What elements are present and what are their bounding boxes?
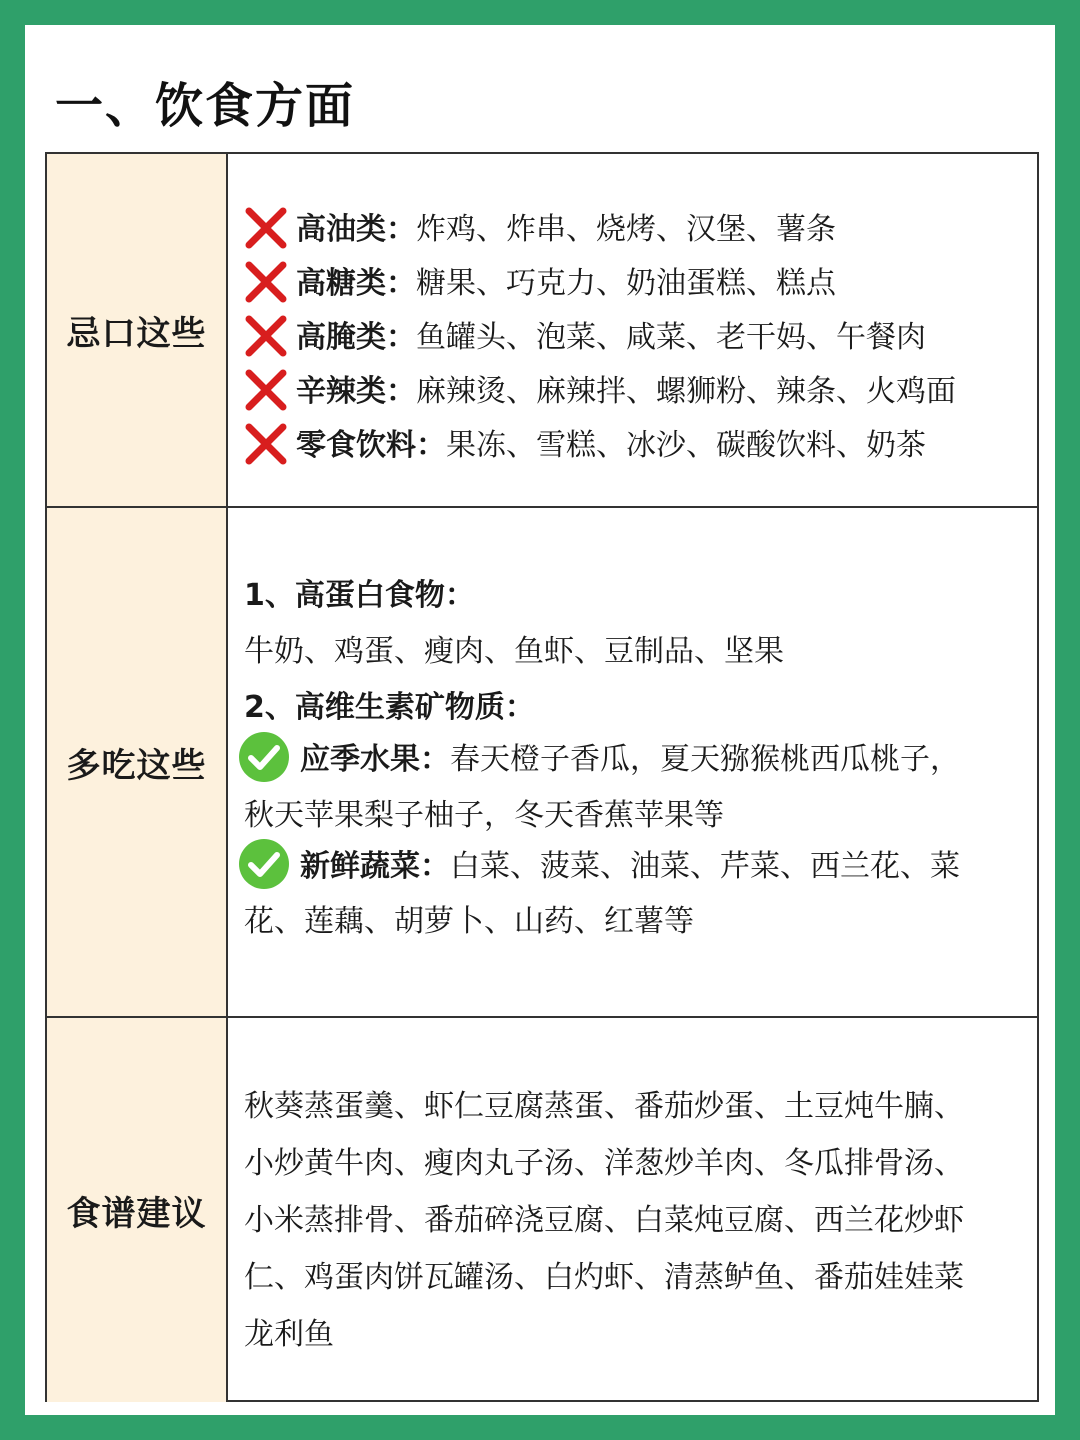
avoid-row bbox=[47, 154, 1037, 506]
eat-more-label: 多吃这些 bbox=[47, 508, 228, 1016]
cross-mark-icon bbox=[244, 422, 288, 466]
avoid-foods: 果冻、雪糕、冰沙、碳酸饮料、奶茶 bbox=[446, 428, 926, 463]
avoid-foods: 糖果、巧克力、奶油蛋糕、糕点 bbox=[416, 266, 836, 301]
avoid-item bbox=[244, 366, 956, 415]
recipe-line: 小炒黄牛肉、瘦肉丸子汤、洋葱炒羊肉、冬瓜排骨汤、 bbox=[244, 1146, 964, 1181]
fruit-category: 应季水果： bbox=[300, 742, 450, 777]
check-mark-icon bbox=[238, 838, 290, 890]
veg-text-continued: 花、莲藕、胡萝卜、山药、红薯等 bbox=[244, 904, 694, 939]
recipe-list bbox=[244, 1078, 1015, 1363]
recipes-label: 食谱建议 bbox=[47, 1018, 228, 1402]
recipe-line: 秋葵蒸蛋羹、虾仁豆腐蒸蛋、番茄炒蛋、土豆炖牛腩、 bbox=[244, 1089, 964, 1124]
protein-foods: 牛奶、鸡蛋、瘦肉、鱼虾、豆制品、坚果 bbox=[244, 634, 784, 669]
check-mark-icon bbox=[238, 731, 290, 783]
recipes-content bbox=[244, 1018, 1015, 1402]
avoid-item bbox=[244, 312, 926, 361]
avoid-item bbox=[244, 258, 836, 307]
avoid-category: 高油类： bbox=[296, 212, 416, 247]
avoid-content bbox=[244, 154, 1015, 506]
page-title: 一、饮食方面 bbox=[55, 78, 356, 134]
fruit-text: 春天橙子香瓜，夏天猕猴桃西瓜桃子， bbox=[450, 742, 960, 777]
cross-mark-icon bbox=[244, 260, 288, 304]
avoid-item bbox=[244, 420, 926, 469]
cross-mark-icon bbox=[244, 206, 288, 250]
recipe-line: 龙利鱼 bbox=[244, 1317, 334, 1352]
veg-category: 新鲜蔬菜： bbox=[300, 849, 450, 884]
avoid-label: 忌口这些 bbox=[47, 154, 228, 506]
cross-mark-icon bbox=[244, 314, 288, 358]
protein-heading: 1、高蛋白食物： bbox=[244, 578, 475, 613]
recipe-line: 小米蒸排骨、番茄碎浇豆腐、白菜炖豆腐、西兰花炒虾 bbox=[244, 1203, 964, 1238]
avoid-foods: 炸鸡、炸串、烧烤、汉堡、薯条 bbox=[416, 212, 836, 247]
veg-text: 白菜、菠菜、油菜、芹菜、西兰花、菜 bbox=[450, 849, 960, 884]
cross-mark-icon bbox=[244, 368, 288, 412]
content-card bbox=[25, 25, 1055, 1415]
avoid-category: 高糖类： bbox=[296, 266, 416, 301]
avoid-category: 辛辣类： bbox=[296, 374, 416, 409]
diet-table bbox=[45, 152, 1039, 1402]
avoid-category: 零食饮料： bbox=[296, 428, 446, 463]
eat-more-row bbox=[47, 506, 1037, 1016]
fruit-item bbox=[238, 734, 960, 787]
fruit-text-continued: 秋天苹果梨子柚子，冬天香蕉苹果等 bbox=[244, 798, 724, 833]
recipes-row bbox=[47, 1016, 1037, 1402]
eat-more-content bbox=[244, 508, 1015, 1016]
avoid-category: 高腌类： bbox=[296, 320, 416, 355]
recipe-line: 仁、鸡蛋肉饼瓦罐汤、白灼虾、清蒸鲈鱼、番茄娃娃菜 bbox=[244, 1260, 964, 1295]
vitamin-heading: 2、高维生素矿物质： bbox=[244, 690, 535, 725]
avoid-foods: 鱼罐头、泡菜、咸菜、老干妈、午餐肉 bbox=[416, 320, 926, 355]
veg-item bbox=[238, 841, 960, 894]
avoid-item bbox=[244, 204, 836, 253]
avoid-foods: 麻辣烫、麻辣拌、螺狮粉、辣条、火鸡面 bbox=[416, 374, 956, 409]
